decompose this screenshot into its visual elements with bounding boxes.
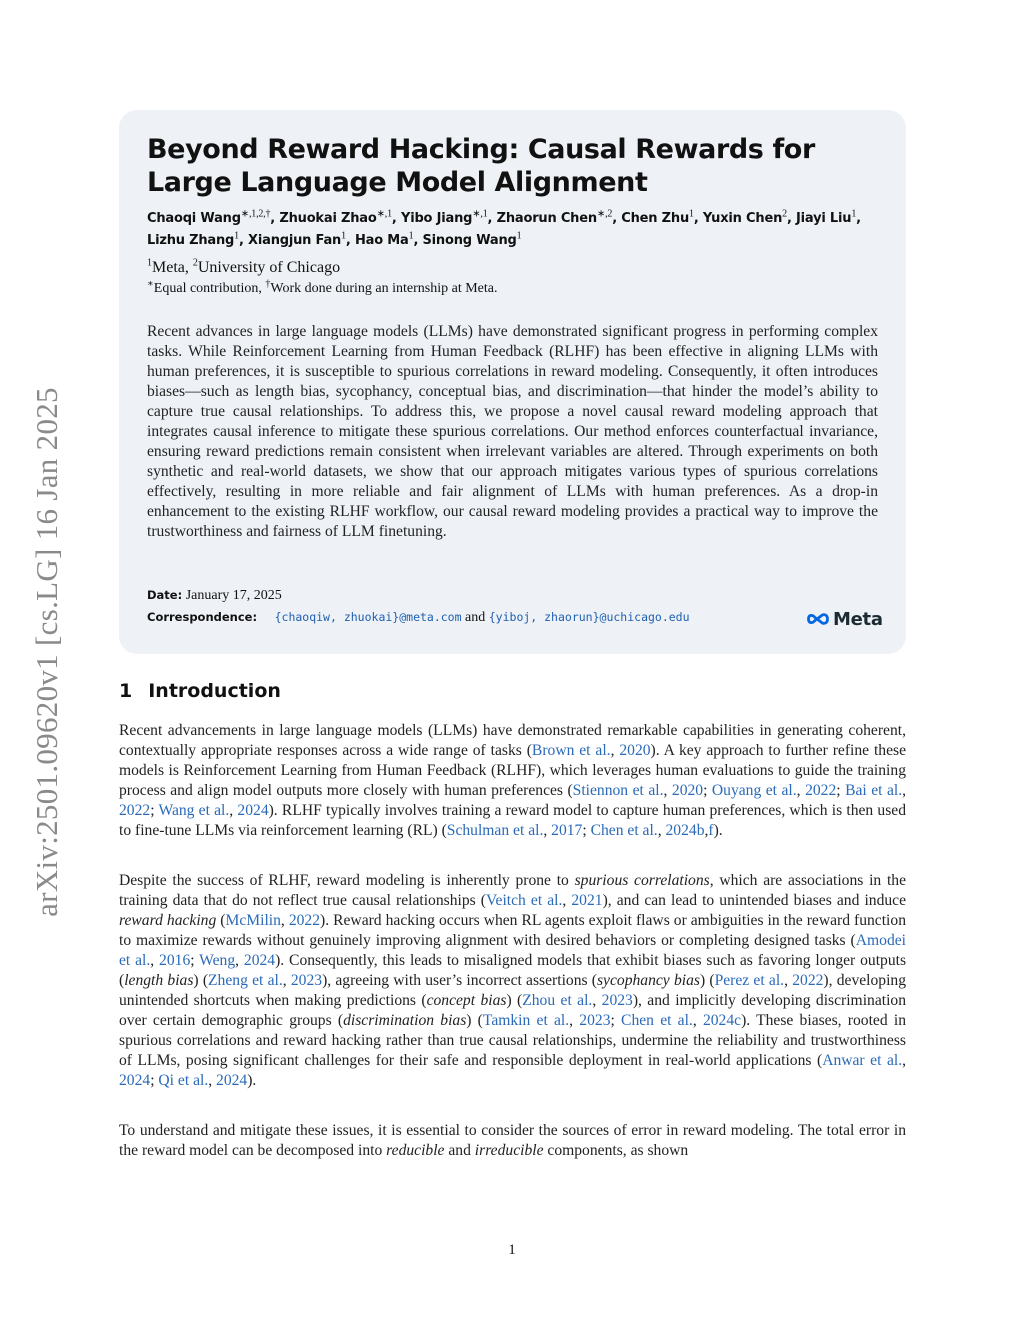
text-run: ; [190, 952, 200, 969]
date-label: Date: [147, 588, 183, 602]
text-run: , [150, 952, 160, 969]
text-run: ) ( [699, 972, 715, 989]
correspondence-row [147, 610, 690, 626]
author-name: Chaoqi Wang [147, 211, 241, 226]
text-run: ; [703, 782, 712, 799]
text-run: ; [836, 782, 846, 799]
text-run: ). [247, 1072, 257, 1089]
citation-link[interactable]: Weng [199, 952, 236, 969]
paragraph [119, 871, 906, 1091]
text-run: and [444, 1142, 475, 1159]
emphasis-term: discrimination bias [343, 1012, 467, 1029]
internship-mark: † [265, 278, 271, 290]
text-run: , [902, 782, 907, 799]
text-run: To understand and mitigate these issues, it is essential to consider the sources of error in reward modeling. The total error in the reward model can be decomposed into [119, 1122, 906, 1159]
text-run: , [569, 1012, 580, 1029]
paragraph [119, 1121, 906, 1161]
citation-link[interactable]: f [708, 822, 714, 839]
author-affiliation-mark: ∗,2 [596, 208, 613, 220]
email-joiner: and [461, 610, 489, 625]
affiliation-mark: 1 [147, 257, 152, 269]
email-uchicago-link[interactable]: {yiboj, zhaorun}@uchicago.edu [488, 610, 690, 624]
text-run: ), and implicitly developing discrimination over certain demographic groups ( [119, 992, 906, 1029]
citation-link[interactable]: 2024c [702, 1012, 742, 1029]
author-affiliation-mark: 1 [689, 208, 694, 220]
text-run: ) ( [193, 972, 209, 989]
citation-link[interactable]: Qi et al. [158, 1072, 209, 1089]
author-affiliation-mark: 1 [851, 208, 857, 220]
email-meta-link[interactable]: {chaoqiw, zhuokai}@meta.com [274, 610, 462, 624]
citation-link[interactable]: 2023 [290, 972, 323, 989]
text-run: ; [150, 802, 159, 819]
text-run: , [592, 992, 602, 1009]
citation-link[interactable]: Brown et al. [531, 742, 611, 759]
citation-link[interactable]: Anwar et al. [822, 1052, 903, 1069]
author-affiliation-mark: 2 [782, 208, 787, 220]
affiliation-meta: Meta, [152, 259, 193, 276]
author-name: Lizhu Zhang [147, 233, 235, 248]
author-affiliation-mark: ∗,1,2,† [240, 208, 271, 220]
text-run: ). These biases, rooted in spurious correlations and reward hacking rather than true causal relationships, undermine the reliability and trustworthiness of LLMs, posing significant challenges for their safe and responsible deployment in real-world applications ( [119, 1012, 906, 1069]
text-run: ), developing unintended shortcuts when making predictions ( [119, 972, 907, 1009]
text-run: ). A key approach to further refine these models is Reinforcement Learning from Human Feedback (RLHF), which leverages human evaluations to guide the training process and align model outputs more closely with human preferences ( [119, 742, 907, 799]
citation-link[interactable]: Perez et al. [714, 972, 785, 989]
section-number: 1 [119, 680, 133, 702]
text-run: , [282, 972, 291, 989]
emphasis-term: spurious correlations [574, 872, 710, 889]
citation-link[interactable]: Veitch et al. [485, 892, 563, 909]
page-number: 1 [508, 1242, 516, 1258]
emphasis-term: irreducible [474, 1142, 544, 1159]
citation-link[interactable]: 2024 [119, 1072, 151, 1089]
text-run: , [543, 822, 552, 839]
citation-link[interactable]: Zheng et al. [208, 972, 283, 989]
citation-link[interactable]: 2022 [119, 802, 151, 819]
author-name: Yuxin Chen [702, 211, 783, 226]
author-name: Hao Ma [355, 233, 409, 248]
author-name: Jiayi Liu [796, 211, 852, 226]
citation-link[interactable]: 2020 [619, 742, 651, 759]
section-title: Introduction [148, 680, 281, 702]
citation-link[interactable]: 2022 [805, 782, 837, 799]
text-run: , [704, 822, 709, 839]
emphasis-term: sycophancy bias [596, 972, 700, 989]
author-affiliation-mark: 1 [341, 230, 346, 242]
text-run: , [229, 802, 238, 819]
text-run: ), and can lead to unintended biases and induce [602, 892, 907, 909]
text-run: , [208, 1072, 217, 1089]
citation-link[interactable]: 2022 [792, 972, 824, 989]
citation-link[interactable]: Amodei et al. [119, 932, 906, 969]
meta-logo-text: Meta [833, 608, 883, 630]
text-run: , [280, 912, 289, 929]
text-run: components, as shown [543, 1142, 689, 1159]
emphasis-term: reward hacking [119, 912, 217, 929]
citation-link[interactable]: Chen et al. [621, 1012, 693, 1029]
citation-link[interactable]: 2024 [237, 802, 269, 819]
text-run: , [562, 892, 572, 909]
text-run: ) ( [506, 992, 523, 1009]
meta-logo [806, 607, 883, 631]
text-run: ). [713, 822, 723, 839]
citation-link[interactable]: Stiennon et al. [572, 782, 664, 799]
text-run: ). Consequently, this leads to misaligned models that exhibit biases such as favoring longer outputs ( [119, 952, 907, 989]
equal-contribution-mark: ∗ [147, 278, 154, 290]
affiliations [147, 258, 340, 278]
text-run: , which are associations in the training data that do not reflect true causal relationships ( [119, 872, 906, 909]
affiliation-mark: 2 [192, 257, 198, 269]
text-run: ), agreeing with user’s incorrect assertions ( [322, 972, 597, 989]
text-run: , [657, 822, 666, 839]
citation-link[interactable]: 2024 [216, 1072, 248, 1089]
author-affiliation-mark: 1 [408, 230, 414, 242]
text-run: , [796, 782, 806, 799]
abstract: Recent advances in large language models (LLMs) have demonstrated significant progress in performing complex tasks. While Reinforcement Learning from Human Feedback (RLHF) has been effective in aligning LLMs with human preferences, it is susceptible to spurious correlations in reward modeling. Consequently, it often introduces biases—such as length bias, sycophancy, conceptual bias, and discrimination—that hinder the model’s ability to capture true causal relationships. To address this, we propose a novel causal reward modeling approach that integrates causal inference to mitigate these spurious correlations. Our method enforces counterfactual invariance, ensuring reward predictions remain consistent when irrelevant variables are altered. Through experiments on both synthetic and real-world datasets, we show that our approach mitigates various types of spurious correlations effectively, resulting in more reliable and fair alignment of LLMs with human preferences. As a drop-in enhancement to the existing RLHF workflow, our causal reward modeling provides a practical way to improve the trustworthiness and fairness of LLM finetuning. [147, 323, 878, 540]
citation-link[interactable]: Wang et al. [158, 802, 230, 819]
paragraph [119, 721, 906, 841]
section-heading-introduction [119, 680, 281, 702]
text-run: ). Reward hacking occurs when RL agents exploit flaws or ambiguities in the reward function to maximize rewards without genuinely improving alignment with desired behaviors or completing designed tasks ( [119, 912, 906, 949]
emphasis-term: reducible [386, 1142, 445, 1159]
text-run: ; [582, 822, 591, 839]
author-notes [147, 280, 498, 298]
internship-note: Work done during an internship at Meta. [270, 281, 498, 296]
citation-link[interactable]: Schulman et al. [446, 822, 544, 839]
citation-link[interactable]: Zhou et al. [522, 992, 593, 1009]
citation-link[interactable]: Ouyang et al. [711, 782, 797, 799]
author-name: Chen Zhu [621, 211, 690, 226]
author-name: Zhaorun Chen [496, 211, 597, 226]
affiliation-uchicago: University of Chicago [197, 259, 341, 276]
citation-link[interactable]: McMilin [225, 912, 281, 929]
citation-link[interactable]: 2016 [159, 952, 191, 969]
emphasis-term: concept bias [426, 992, 507, 1009]
date-row [147, 588, 282, 604]
meta-infinity-icon [806, 612, 830, 626]
text-run: , [663, 782, 672, 799]
date-value: January 17, 2025 [185, 588, 282, 603]
text-run: ; [150, 1072, 159, 1089]
arxiv-identifier: arXiv:2501.09620v1 [cs.LG] 16 Jan 2025 [29, 387, 64, 917]
author-name: Sinong Wang [422, 233, 517, 248]
citation-link[interactable]: 2017 [551, 822, 583, 839]
text-run: , [610, 742, 620, 759]
citation-link[interactable]: 2024b [665, 822, 705, 839]
text-run: ) ( [466, 1012, 483, 1029]
text-run: Recent advancements in large language models (LLMs) have demonstrated remarkable capabilities in generating coherent, contextually appropriate responses across a wide range of tasks ( [119, 722, 906, 759]
equal-contribution-note: Equal contribution, [153, 281, 266, 296]
citation-link[interactable]: 2022 [288, 912, 321, 929]
text-run: ). RLHF typically involves training a reward model to capture human preferences, which is then used to fine-tune LLMs via reinforcement learning (RL) ( [119, 802, 907, 839]
author-affiliation-mark: ∗,1 [472, 208, 488, 220]
text-run: , [692, 1012, 703, 1029]
text-run: , [902, 1052, 906, 1069]
correspondence-label: Correspondence: [147, 610, 258, 624]
author-list: Chaoqi Wang$^{∗,1,2,\dagger}$, Zhuokai Zhao$^{∗,1}$, Yibo Jiang$^{∗,1}$, Zhaorun Chen$^{∗,2}$, Chen Zhu$^1$, Yuxin Chen$^2$, Jiayi Liu$^1$, Lizhu Zhang$^1$, Xiangjun Fan$^1$, Hao Ma$^1$, Sinong Wang$^1$ [147, 208, 861, 248]
paper-title: Beyond Reward Hacking: Causal Rewards for Large Language Model Alignment [147, 134, 815, 198]
citation-link[interactable]: 2021 [571, 892, 603, 909]
text-run: , [784, 972, 793, 989]
author-name: Zhuokai Zhao [279, 211, 377, 226]
author-affiliation-mark: ∗,1 [376, 208, 392, 220]
citation-link[interactable]: 2023 [579, 1012, 611, 1029]
text-run: , [235, 952, 244, 969]
citation-link[interactable]: 2020 [671, 782, 704, 799]
author-affiliation-mark: 1 [234, 230, 239, 242]
citation-link[interactable]: Bai et al. [845, 782, 903, 799]
author-affiliation-mark: 1 [516, 230, 522, 242]
citation-link[interactable]: Chen et al. [590, 822, 658, 839]
text-run: ( [216, 912, 226, 929]
citation-link[interactable]: 2024 [243, 952, 276, 969]
author-name: Yibo Jiang [400, 211, 473, 226]
citation-link[interactable]: 2023 [601, 992, 633, 1009]
emphasis-term: length bias [124, 972, 194, 989]
text-run: Despite the success of RLHF, reward modeling is inherently prone to [119, 872, 575, 889]
author-name: Xiangjun Fan [248, 233, 342, 248]
citation-link[interactable]: Tamkin et al. [482, 1012, 570, 1029]
text-run: ; [610, 1012, 622, 1029]
